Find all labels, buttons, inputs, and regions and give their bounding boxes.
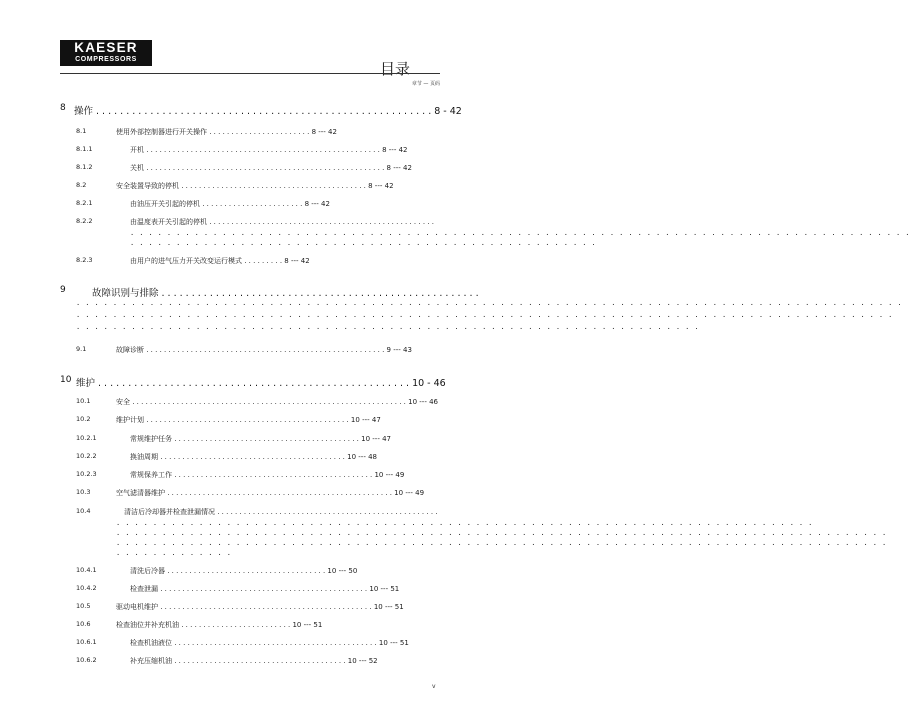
page-number: v	[432, 683, 436, 690]
toc-entry-text: 由温度表开关引起的停机 . . . . . . . . . . . . . . . . . . . . . . . . . . . . . . . . . . . . . . . . . . . . . . . . . . .	[130, 218, 434, 226]
toc-entry-text: 检查油位并补充机油 . . . . . . . . . . . . . . . . . . . . . . . . . 10 --- 51	[116, 621, 323, 629]
toc-entry-text: 清洗后冷器 . . . . . . . . . . . . . . . . . . . . . . . . . . . . . . . . . . . . 10 --- 50	[130, 567, 358, 575]
toc-entry-number: 10.6.1	[76, 638, 97, 646]
toc-entry-number: 8.2.1	[76, 199, 93, 207]
toc-entry-number: 10.3	[76, 488, 91, 496]
toc-entry-text: 空气滤清器维护 . . . . . . . . . . . . . . . . . . . . . . . . . . . . . . . . . . . . . . . . . . . . . . . . . . . 10 --- 49	[116, 489, 425, 497]
toc-entry-continuation: . . . . . . . . . . . . . . . . . . . . . . . . . . . . . . . . . . . . . . . . . . . . . . . . . . . . . . . . . . . . . . . . . . . .	[76, 323, 699, 331]
toc-entry-number: 10.6	[76, 620, 91, 628]
toc-entry-text: 操作 . . . . . . . . . . . . . . . . . . . . . . . . . . . . . . . . . . . . . . . . . . . . . . . . . . . . . . . . 8 - 42	[74, 106, 462, 117]
toc-entry-text: 常规维护任务 . . . . . . . . . . . . . . . . . . . . . . . . . . . . . . . . . . . . . . . . . . 10 --- 47	[130, 435, 391, 443]
toc-entry-text: 开机 . . . . . . . . . . . . . . . . . . . . . . . . . . . . . . . . . . . . . . . . . . . . . . . . . . . . . 8 --- 42	[130, 146, 408, 154]
toc-entry-text: 清洁后冷却器并检查泄漏情况 . . . . . . . . . . . . . . . . . . . . . . . . . . . . . . . . . . . . . . . . . . . . . . . . . .	[124, 508, 438, 516]
toc-entry-text: 常规保养工作 . . . . . . . . . . . . . . . . . . . . . . . . . . . . . . . . . . . . . . . . . . . . . 10 --- 49	[130, 471, 405, 479]
toc-entry-continuation: . . . . . . . . . . . . . . . . . . . . . . . . . . . . . . . . . . . . . . . . . . . . . . . . . . .	[130, 239, 597, 247]
toc-entry-number: 10.4.1	[76, 566, 97, 574]
toc-entry-number: 8.2	[76, 181, 87, 189]
toc-entry-text: 安全 . . . . . . . . . . . . . . . . . . . . . . . . . . . . . . . . . . . . . . . . . . . . . . . . . . . . . . . . . . . . . . 10 --- 46	[116, 398, 438, 406]
toc-entry-text: 由油压开关引起的停机 . . . . . . . . . . . . . . . . . . . . . . . 8 --- 42	[130, 200, 330, 208]
toc-entry-number: 10.2	[76, 415, 91, 423]
toc-entry-continuation: . . . . . . . . . . . . . . . . . . . . . . . . . . . . . . . . . . . . . . . . . . . . . . . . . . . . . . . . . . . . . . . . . . . . . . . . . . . .	[116, 519, 813, 527]
logo-wordmark: KAESER	[74, 40, 138, 55]
toc-entry-number: 9	[60, 285, 66, 295]
toc-entry-text: 驱动电机维护 . . . . . . . . . . . . . . . . . . . . . . . . . . . . . . . . . . . . . . . . . . . . . . . . 10 --- 51	[116, 603, 404, 611]
toc-entry-text: 安全装置导致的停机 . . . . . . . . . . . . . . . . . . . . . . . . . . . . . . . . . . . . . . . . . . 8 --- 42	[116, 182, 394, 190]
toc-entry-text: 检查泄漏 . . . . . . . . . . . . . . . . . . . . . . . . . . . . . . . . . . . . . . . . . . . . . . . 10 --- 51	[130, 585, 400, 593]
toc-entry-continuation: . . . . . . . . . . . . . . . . . . . . . . . . . . . . . . . . . . . . . . . . . . . . . . . . . . . . . . . . . . . . . . . . . . . . . . . . . . . . . . . . . . . . . . . . .	[76, 311, 893, 319]
toc-entry-text: 由用户的进气压力开关改变运行模式 . . . . . . . . . 8 --- 42	[130, 257, 310, 265]
toc-entry-number: 10.2.2	[76, 452, 97, 460]
toc-entry-number: 8.2.3	[76, 256, 93, 264]
toc-entry-text: 关机 . . . . . . . . . . . . . . . . . . . . . . . . . . . . . . . . . . . . . . . . . . . . . . . . . . . . . . 8 --- 42	[130, 164, 412, 172]
toc-entry-number: 8.2.2	[76, 217, 93, 225]
toc-entry-text: 使用外部控制器进行开关操作 . . . . . . . . . . . . . . . . . . . . . . . 8 --- 42	[116, 128, 337, 136]
toc-entry-continuation: . . . . . . . . . . . . .	[116, 549, 232, 557]
toc-entry-number: 10.4.2	[76, 584, 97, 592]
toc-entry-number: 8.1.1	[76, 145, 93, 153]
logo-tagline: COMPRESSORS	[75, 56, 137, 63]
toc-entry-continuation: . . . . . . . . . . . . . . . . . . . . . . . . . . . . . . . . . . . . . . . . . . . . . . . . . . . . . . . . . . . . . . . . . . . . . . . . . . . . . . . . . . . .	[116, 539, 887, 547]
toc-entry-number: 10.2.3	[76, 470, 97, 478]
toc-entry-number: 8.1	[76, 127, 87, 135]
header-divider	[60, 73, 440, 74]
kaeser-logo	[60, 40, 152, 66]
toc-entry-number: 8	[60, 103, 66, 113]
page-title: 目录	[380, 60, 411, 78]
toc-entry-continuation: . . . . . . . . . . . . . . . . . . . . . . . . . . . . . . . . . . . . . . . . . . . . . . . . . . . . . . . . . . . . . . . . . . . . . . . . . . . . . . . . . . . . .	[130, 229, 910, 237]
toc-entry-text: 维护计划 . . . . . . . . . . . . . . . . . . . . . . . . . . . . . . . . . . . . . . . . . . . . . . 10 --- 47	[116, 416, 381, 424]
toc-entry-text: 维护 . . . . . . . . . . . . . . . . . . . . . . . . . . . . . . . . . . . . . . . . . . . . . . . . . . . . 10 - 46	[76, 378, 446, 389]
toc-entry-continuation: . . . . . . . . . . . . . . . . . . . . . . . . . . . . . . . . . . . . . . . . . . . . . . . . . . . . . . . . . . . . . . . . . . . . . . . . . . . . . . . . . . . . . . . . . .	[76, 299, 902, 307]
toc-entry-text: 故障诊断 . . . . . . . . . . . . . . . . . . . . . . . . . . . . . . . . . . . . . . . . . . . . . . . . . . . . . . 9 --- 43	[116, 346, 412, 354]
toc-entry-text: 换油周期 . . . . . . . . . . . . . . . . . . . . . . . . . . . . . . . . . . . . . . . . . . 10 --- 48	[130, 453, 377, 461]
page-subtitle: 章节 — 页码	[411, 81, 440, 87]
toc-entry-text: 检查机油液位 . . . . . . . . . . . . . . . . . . . . . . . . . . . . . . . . . . . . . . . . . . . . . . 10 --- 51	[130, 639, 409, 647]
toc-entry-text: 补充压缩机油 . . . . . . . . . . . . . . . . . . . . . . . . . . . . . . . . . . . . . . . 10 --- 52	[130, 657, 378, 665]
toc-entry-number: 10.5	[76, 602, 91, 610]
toc-entry-number: 10.6.2	[76, 656, 97, 664]
toc-entry-number: 10.4	[76, 507, 91, 515]
toc-entry-number: 9.1	[76, 345, 87, 353]
toc-entry-number: 10.1	[76, 397, 91, 405]
toc-entry-number: 10.2.1	[76, 434, 97, 442]
toc-entry-text: 故障识别与排除 . . . . . . . . . . . . . . . . . . . . . . . . . . . . . . . . . . . . . . . . . . . . . . . . . . . . .	[92, 288, 479, 299]
toc-entry-number: 10	[60, 375, 72, 385]
toc-entry-number: 8.1.2	[76, 163, 93, 171]
toc-entry-continuation: . . . . . . . . . . . . . . . . . . . . . . . . . . . . . . . . . . . . . . . . . . . . . . . . . . . . . . . . . . . . . . . . . . . . . . . . . . . . . . . . . . . .	[116, 529, 887, 537]
